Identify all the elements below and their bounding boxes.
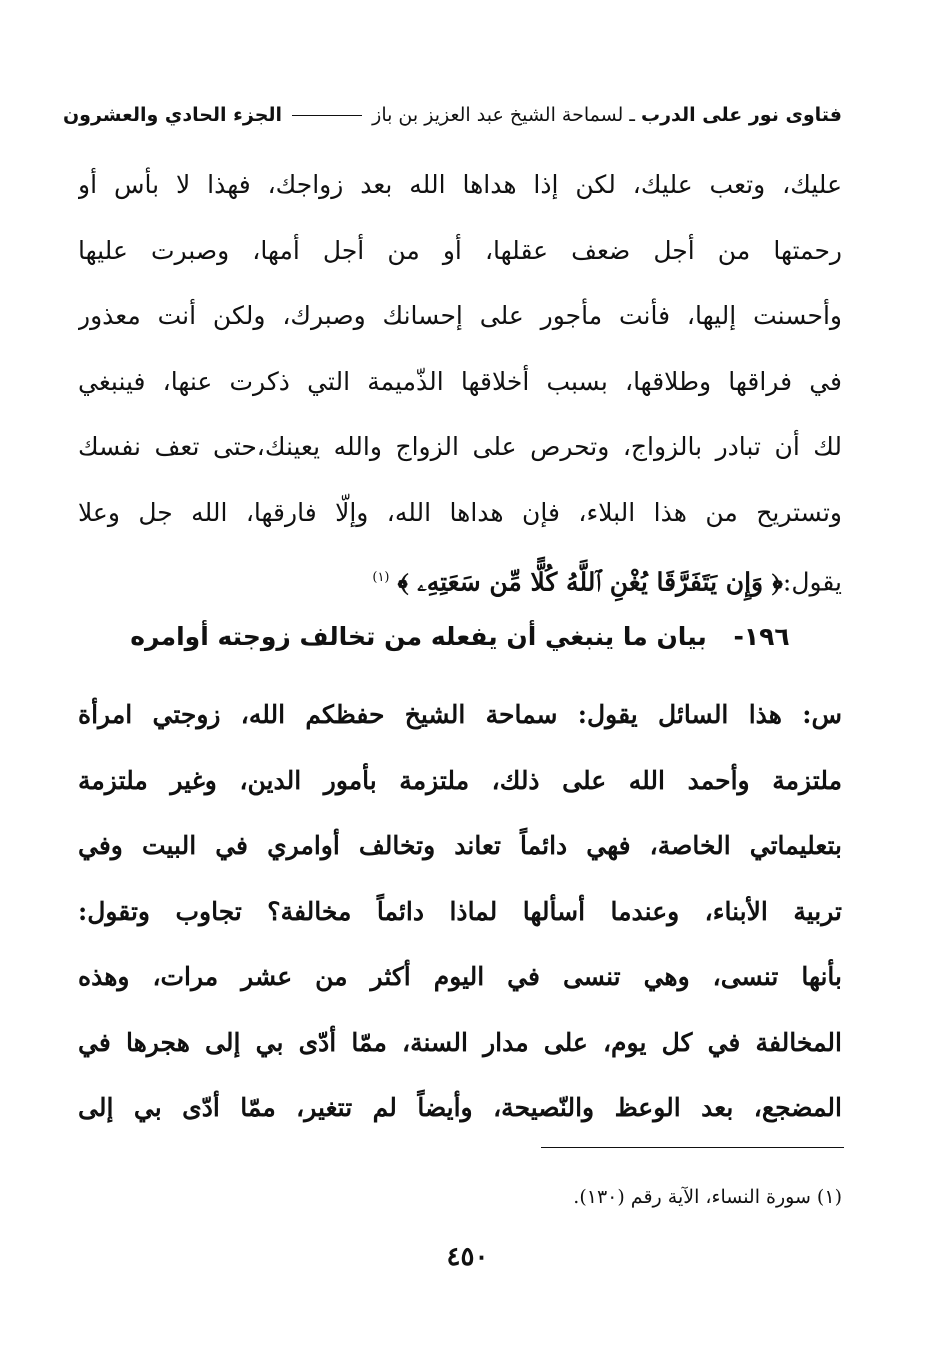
- text-line: رحمتها من أجل ضعف عقلها، أو من أجل أمها، وصبرت عليها: [78, 235, 842, 265]
- quran-verse: ﴿ وَإِن يَتَفَرَّقَا يُغْنِ ٱللَّهُ كُلًّا مِّن سَعَتِهِۦ ﴾: [397, 567, 783, 597]
- header-separator: [292, 115, 362, 116]
- book-title: فتاوى نور على الدرب: [641, 104, 842, 126]
- text-line: س: هذا السائل يقول: سماحة الشيخ حفظكم الله، زوجتي امرأة: [78, 700, 842, 729]
- section-heading: [78, 612, 842, 662]
- page-number: ٤٥٠: [446, 1242, 489, 1272]
- text-line: عليك، وتعب عليك، لكن إذا هداها الله بعد زواجك، فهذا لا بأس أو: [78, 170, 842, 199]
- footnote-marker: (١): [372, 570, 390, 585]
- footnote: (١) سورة النساء، الآية رقم (١٣٠).: [573, 1186, 842, 1208]
- text-line: بتعليماتي الخاصة، فهي دائماً تعاند وتخالف أوامري في البيت وفي: [78, 831, 842, 860]
- text-line: ملتزمة وأحمد الله على ذلك، ملتزمة بأمور الدين، وغير ملتزمة: [78, 765, 842, 795]
- running-header: [62, 100, 842, 130]
- author-name: ـ لسماحة الشيخ عبد العزيز بن باز: [372, 104, 635, 126]
- quote-intro: يقول:: [782, 567, 842, 597]
- section-title: بيان ما ينبغي أن يفعله من تخالف زوجته أوامره: [130, 622, 707, 651]
- text-line: وأحسنت إليها، فأنت مأجور على إحسانك وصبرك، ولكن أنت معذور: [78, 301, 842, 330]
- volume-label: الجزء الحادي والعشرون: [62, 104, 283, 126]
- text-line: تربية الأبناء، وعندما أسألها لماذا دائماً مخالفة؟ تجاوب وتقول:: [78, 896, 842, 926]
- quran-quote-line: [78, 545, 842, 615]
- text-line: المخالفة في كل يوم، على مدار السنة، ممّا أدّى بي إلى هجرها في: [78, 1027, 842, 1057]
- text-line: المضجع، بعد الوعظ والنّصيحة، وأيضاً لم تتغير، ممّا أدّى بي إلى: [78, 1093, 842, 1122]
- paragraph-question: [78, 682, 842, 1141]
- footnote-divider: [541, 1147, 844, 1148]
- paragraph-answer: [78, 152, 842, 615]
- text-line: بأنها تنسى، وهي تنسى في اليوم أكثر من عشر مرات، وهذه: [78, 962, 842, 991]
- text-line: وتستريح من هذا البلاء، فإن هداها الله، وإلّا فارقها، الله جل وعلا: [78, 497, 842, 527]
- section-number: ١٩٦-: [733, 622, 790, 651]
- text-line: لك أن تبادر بالزواج، وتحرص على الزواج والله يعينك،حتى تعف نفسك: [78, 432, 842, 461]
- text-line: في فراقها وطلاقها، بسبب أخلاقها الذّميمة التي ذكرت عنها، فينبغي: [78, 366, 842, 396]
